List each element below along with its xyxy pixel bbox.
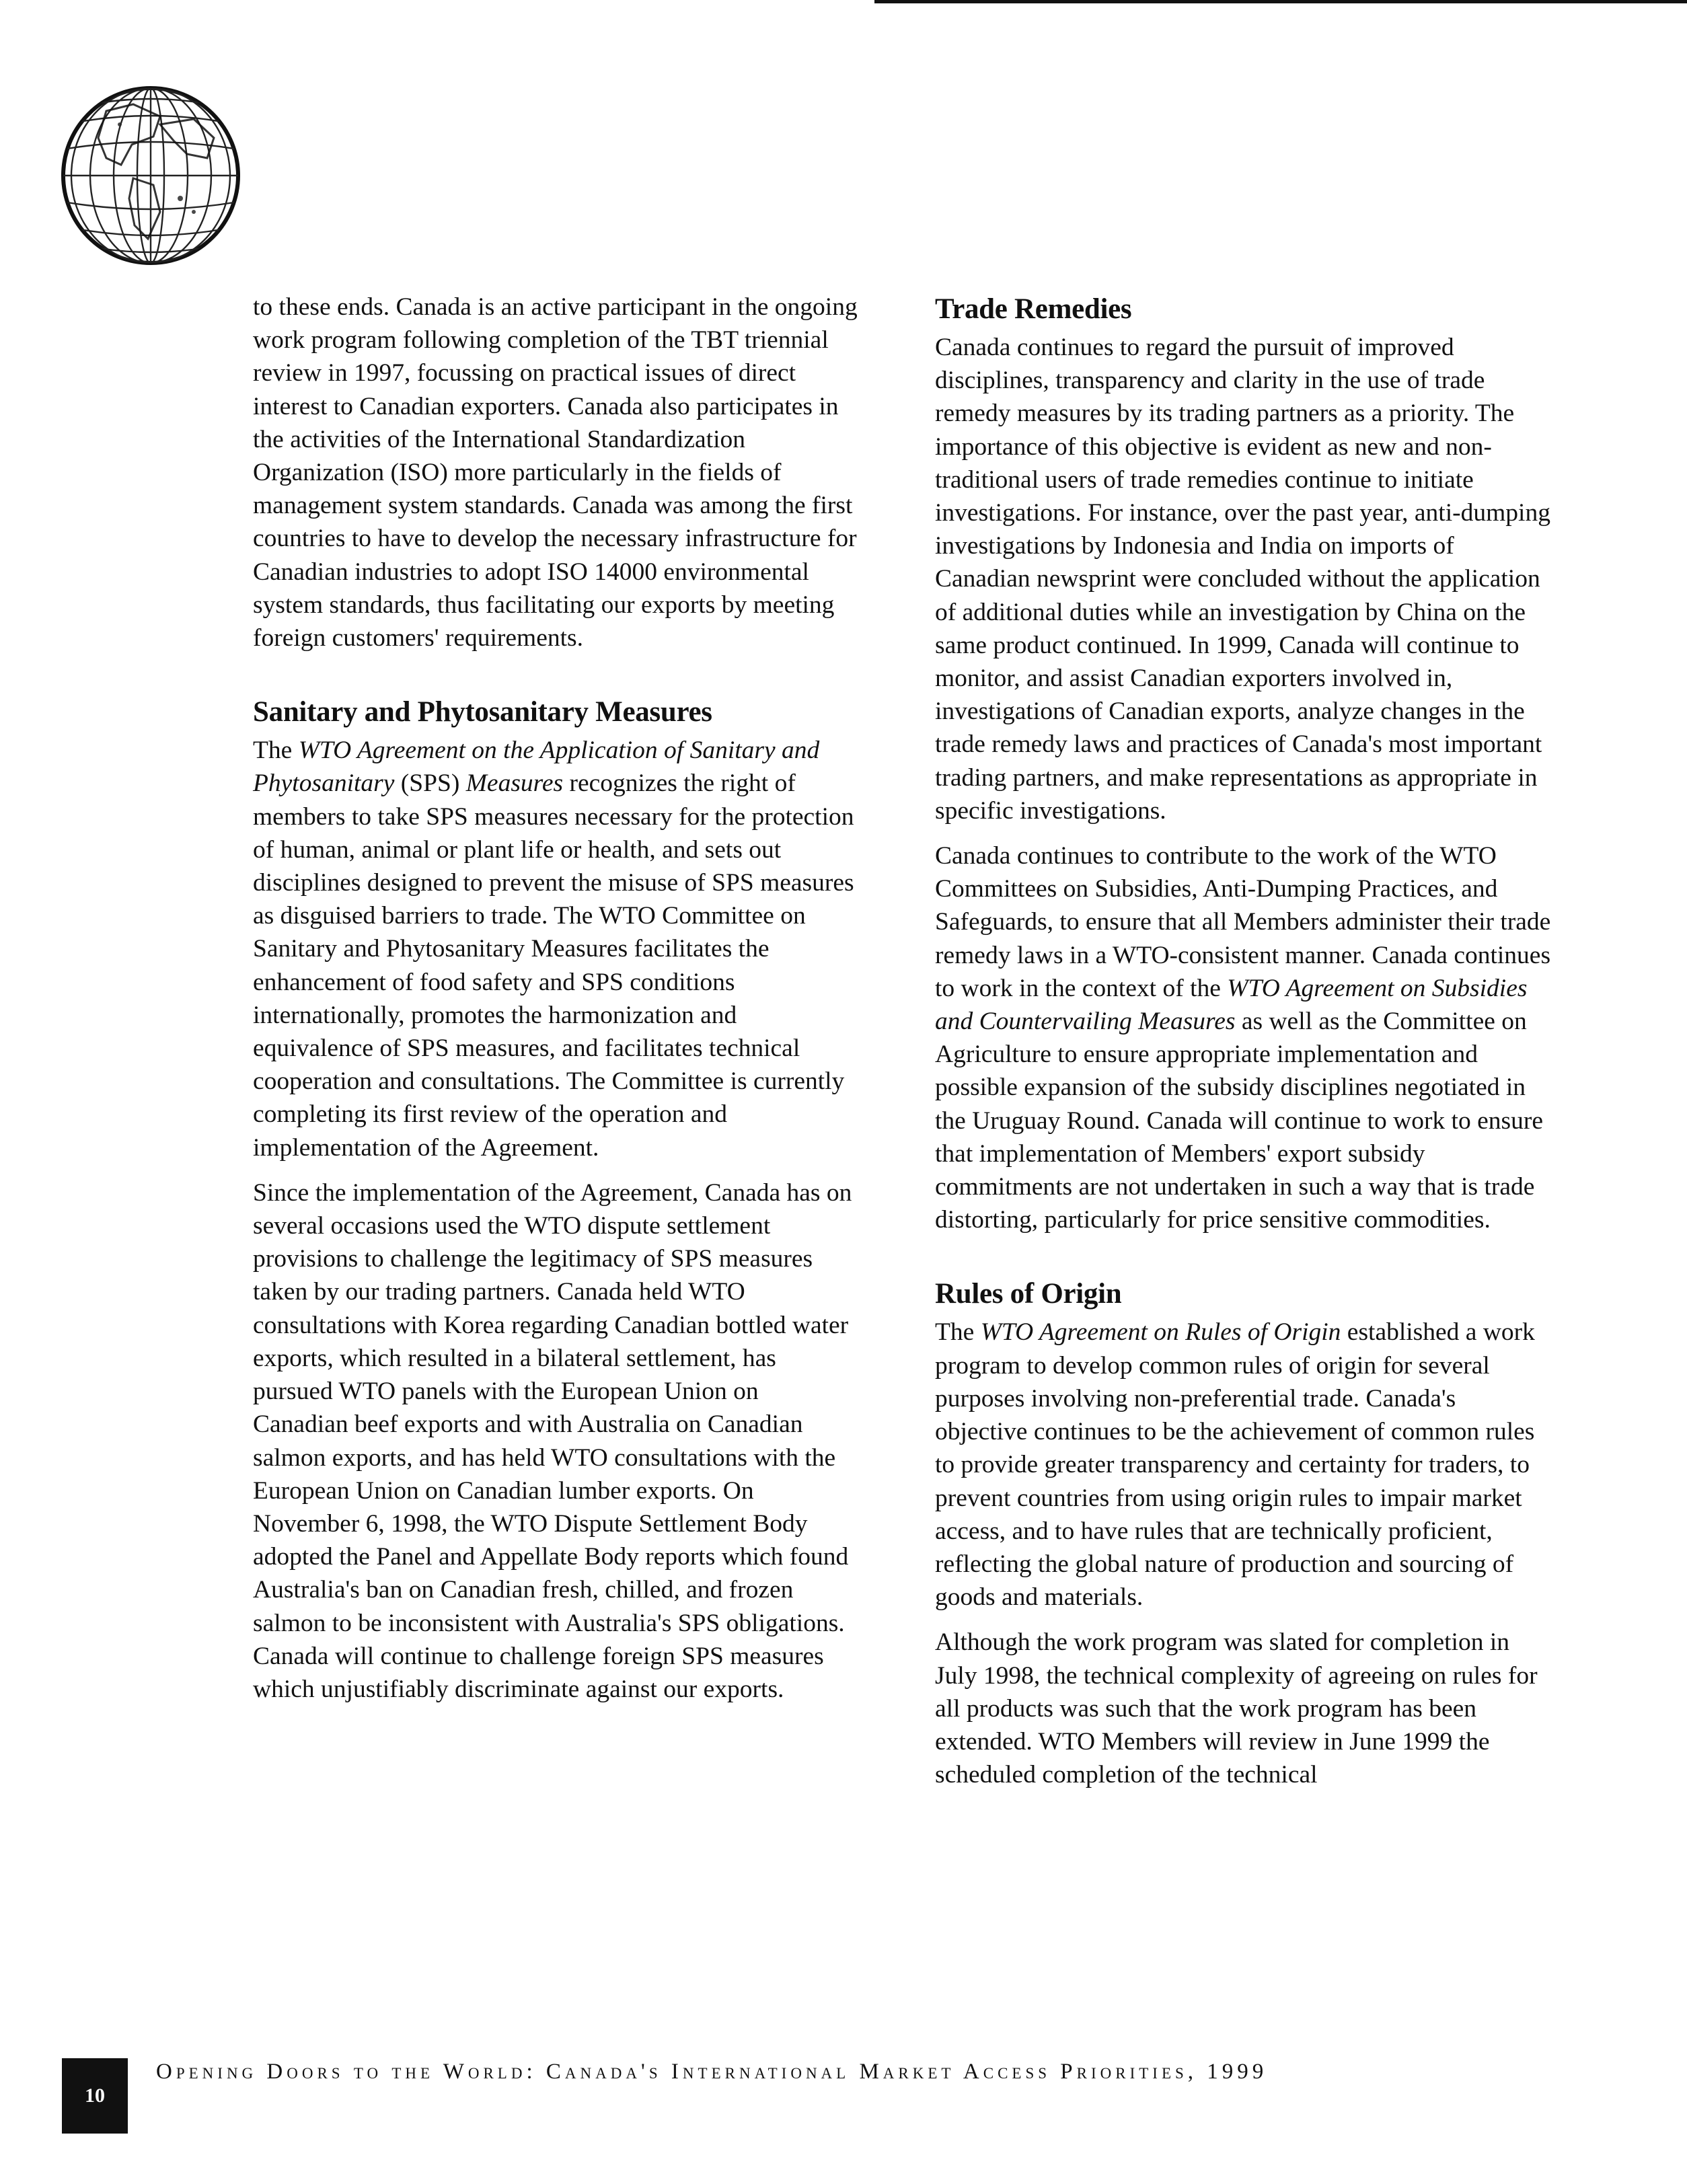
sps-agreement-title-2: Measures bbox=[465, 769, 564, 798]
right-column bbox=[935, 291, 1554, 1791]
rules-of-origin-paragraph-1 bbox=[935, 1316, 1554, 1614]
sps-p1-rest: recognizes the right of members to take SPS measures necessary for the protection of human, animal or plant life or health, and sets out disciplines designed to prevent the misuse of SPS measures as disguised barriers to trade. The WTO Committee on Sanitary and Phytosanitary Measures facilitates the enhancement of food safety and SPS conditions internationally, promotes the harmonization and equivalence of SPS measures, and facilitates technical cooperation and consultations. The Committee is currently completing its first review of the operation and implementation of the Agreement. bbox=[253, 769, 854, 1162]
trade-remedies-paragraph-2 bbox=[935, 839, 1554, 1236]
roo-p1-prefix: The bbox=[935, 1318, 981, 1347]
trade-remedies-paragraph-1: Canada continues to regard the pursuit of improved disciplines, transparency and clarity in the use of trade remedy measures by its trading partners as a priority. The importance of this objective is evident as new and non-traditional users of trade remedies continue to initiate investigations. For instance, over the past year, anti-dumping investigations by Indonesia and India on imports of Canadian newsprint were concluded without the application of additional duties while an investigation by China on the same product continued. In 1999, Canada will continue to monitor, and assist Canadian exporters involved in, investigations of Canadian exports, analyze changes in the trade remedy laws and practices of Canada's most important trading partners, and make representations as appropriate in specific investigations. bbox=[935, 334, 1550, 825]
globe-icon bbox=[59, 84, 242, 267]
sps-p1-mid: (SPS) bbox=[394, 769, 466, 798]
roo-p1-rest: established a work program to develop common rules of origin for several purposes involving non-preferential trade. Canada's objective continues to be the achievement of common rules to provide greater transparency and certainty for traders, to prevent countries from using origin rules to impair market access, and to have rules that are technically proficient, reflecting the global nature of production and sourcing of goods and materials. bbox=[935, 1318, 1535, 1612]
rules-of-origin-agreement-title: WTO Agreement on Rules of Origin bbox=[980, 1318, 1341, 1347]
sps-paragraph-1 bbox=[253, 734, 858, 1164]
tr-p2-prefix: Canada continues to contribute to the work of the WTO Committees on Subsidies, Anti-Dumping Practices, and Safeguards, to ensure that all Members administer their trade remedy laws in a WTO-consistent manner. Canada continues to work in the context of the bbox=[935, 842, 1551, 1002]
left-column bbox=[253, 291, 858, 1706]
top-rule bbox=[874, 0, 1687, 3]
subsidies-agreement-title: WTO Agreement on Subsidies and Countervailing Measures bbox=[935, 974, 1528, 1036]
tr-p2-rest: as well as the Committee on Agriculture to ensure appropriate implementation and possible expansion of the subsidy disciplines negotiated in the Uruguay Round. Canada will continue to work to ensure that implementation of Members' export subsidy commitments are not undertaken in such a way that is trade distorting, particularly for price sensitive commodities. bbox=[935, 1008, 1543, 1234]
intro-paragraph: to these ends. Canada is an active participant in the ongoing work program following completion of the TBT triennial review in 1997, focussing on practical issues of direct interest to Canadian exporters. Canada also participates in the activities of the International Standardization Organization (ISO) more particularly in the fields of management system standards. Canada was among the first countries to have to develop the necessary infrastructure for Canadian industries to adopt ISO 14000 environmental system standards, thus facilitating our exports by meeting foreign customers' requirements. bbox=[253, 293, 858, 652]
sps-heading: Sanitary and Phytosanitary Measures bbox=[253, 696, 712, 728]
running-footer-title: Opening Doors to the World: Canada's International Market Access Priorities, 1999 bbox=[156, 2060, 1268, 2084]
trade-remedies-heading: Trade Remedies bbox=[935, 293, 1132, 325]
sps-paragraph-2: Since the implementation of the Agreement, Canada has on several occasions used the WTO dispute settlement provisions to challenge the legitimacy of SPS measures taken by our trading partners. Canada held WTO consultations with Korea regarding Canadian bottled water exports, which resulted in a bilateral settlement, has pursued WTO panels with the European Union on Canadian beef exports and with Australia on Canadian salmon exports, and has held WTO consultations with the European Union on Canadian lumber exports. On November 6, 1998, the WTO Dispute Settlement Body adopted the Panel and Appellate Body reports which found Australia's ban on Canadian fresh, chilled, and frozen salmon to be inconsistent with Australia's SPS obligations. Canada will continue to challenge foreign SPS measures which unjustifiably discriminate against our exports. bbox=[253, 1178, 852, 1703]
sps-agreement-title: WTO Agreement on the Application of Sanitary and Phytosanitary bbox=[253, 737, 820, 798]
sps-p1-prefix: The bbox=[253, 737, 299, 765]
page-number: 10 bbox=[62, 2058, 128, 2134]
rules-of-origin-heading: Rules of Origin bbox=[935, 1278, 1122, 1310]
rules-of-origin-paragraph-2: Although the work program was slated for completion in July 1998, the technical complexity of agreeing on rules for all products was such that the work program has been extended. WTO Members will review in June 1999 the scheduled completion of the technical bbox=[935, 1628, 1538, 1789]
